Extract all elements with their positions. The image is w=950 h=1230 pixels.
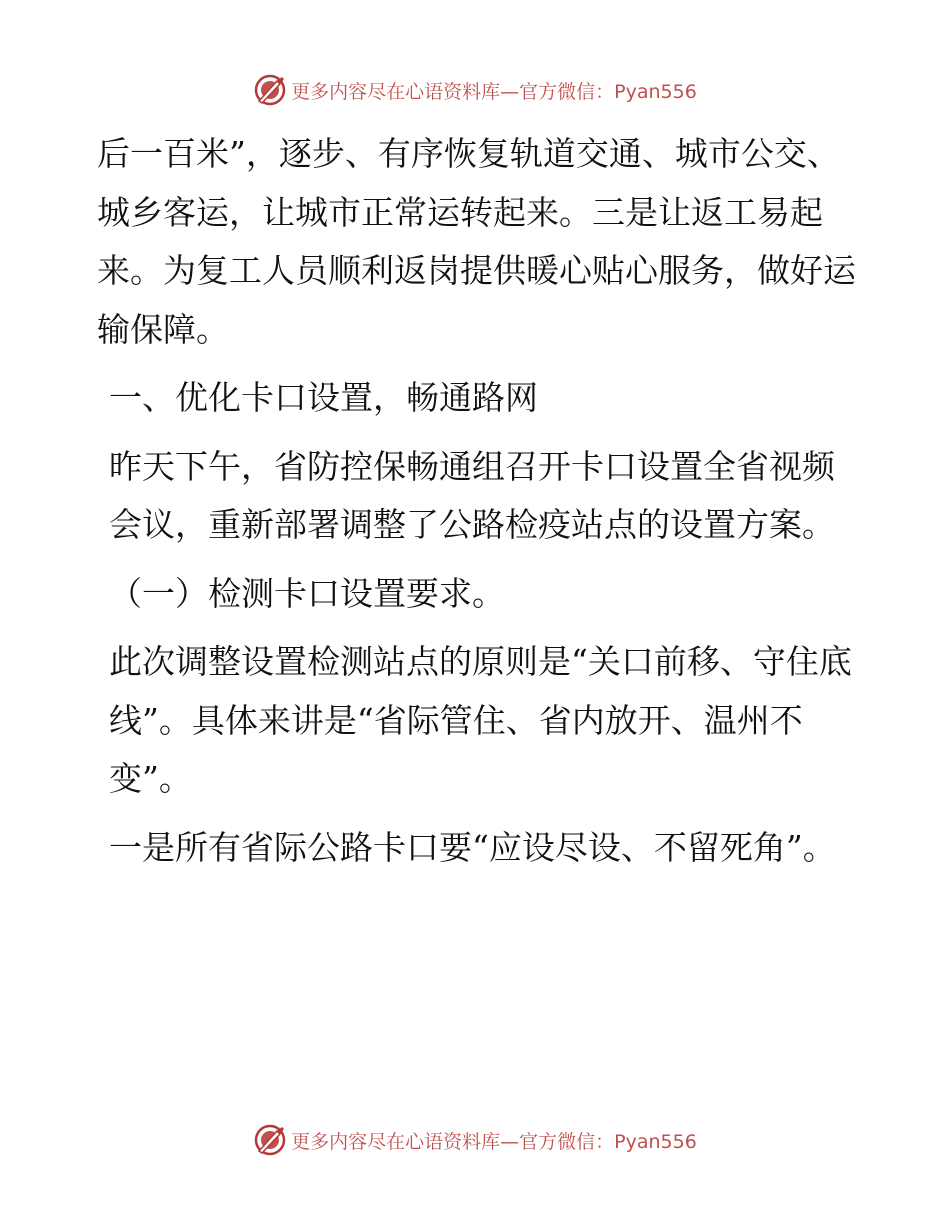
pen-logo-icon [253, 73, 287, 107]
subsection-heading-1: （一）检测卡口设置要求。 [109, 573, 505, 613]
pen-logo-icon [253, 1123, 287, 1157]
paragraph-1: 后一百米”，逐步、有序恢复轨道交通、城市公交、城乡客运，让城市正常运转起来。三是让返工易起来。为复工人员顺利返岗提供暖心贴心服务，做好运输保障。 [97, 134, 856, 349]
paragraph-3: 此次调整设置检测站点的原则是“关口前移、守住底线”。具体来讲是“省际管住、省内放开、温州不变”。 [109, 642, 852, 798]
paragraph-2: 昨天下午，省防控保畅通组召开卡口设置全省视频会议，重新部署调整了公路检疫站点的设置方案。 [109, 446, 835, 544]
footer-banner-text: 更多内容尽在心语资料库—官方微信：Pyan556 [291, 1130, 697, 1153]
header-banner-text: 更多内容尽在心语资料库—官方微信：Pyan556 [291, 80, 697, 103]
footer-banner [0, 1120, 950, 1160]
header-banner [0, 70, 950, 110]
document-body [97, 125, 857, 887]
section-heading-1: 一、优化卡口设置，畅通路网 [109, 378, 538, 417]
paragraph-4: 一是所有省际公路卡口要“应设尽设、不留死角”。 [109, 827, 836, 867]
